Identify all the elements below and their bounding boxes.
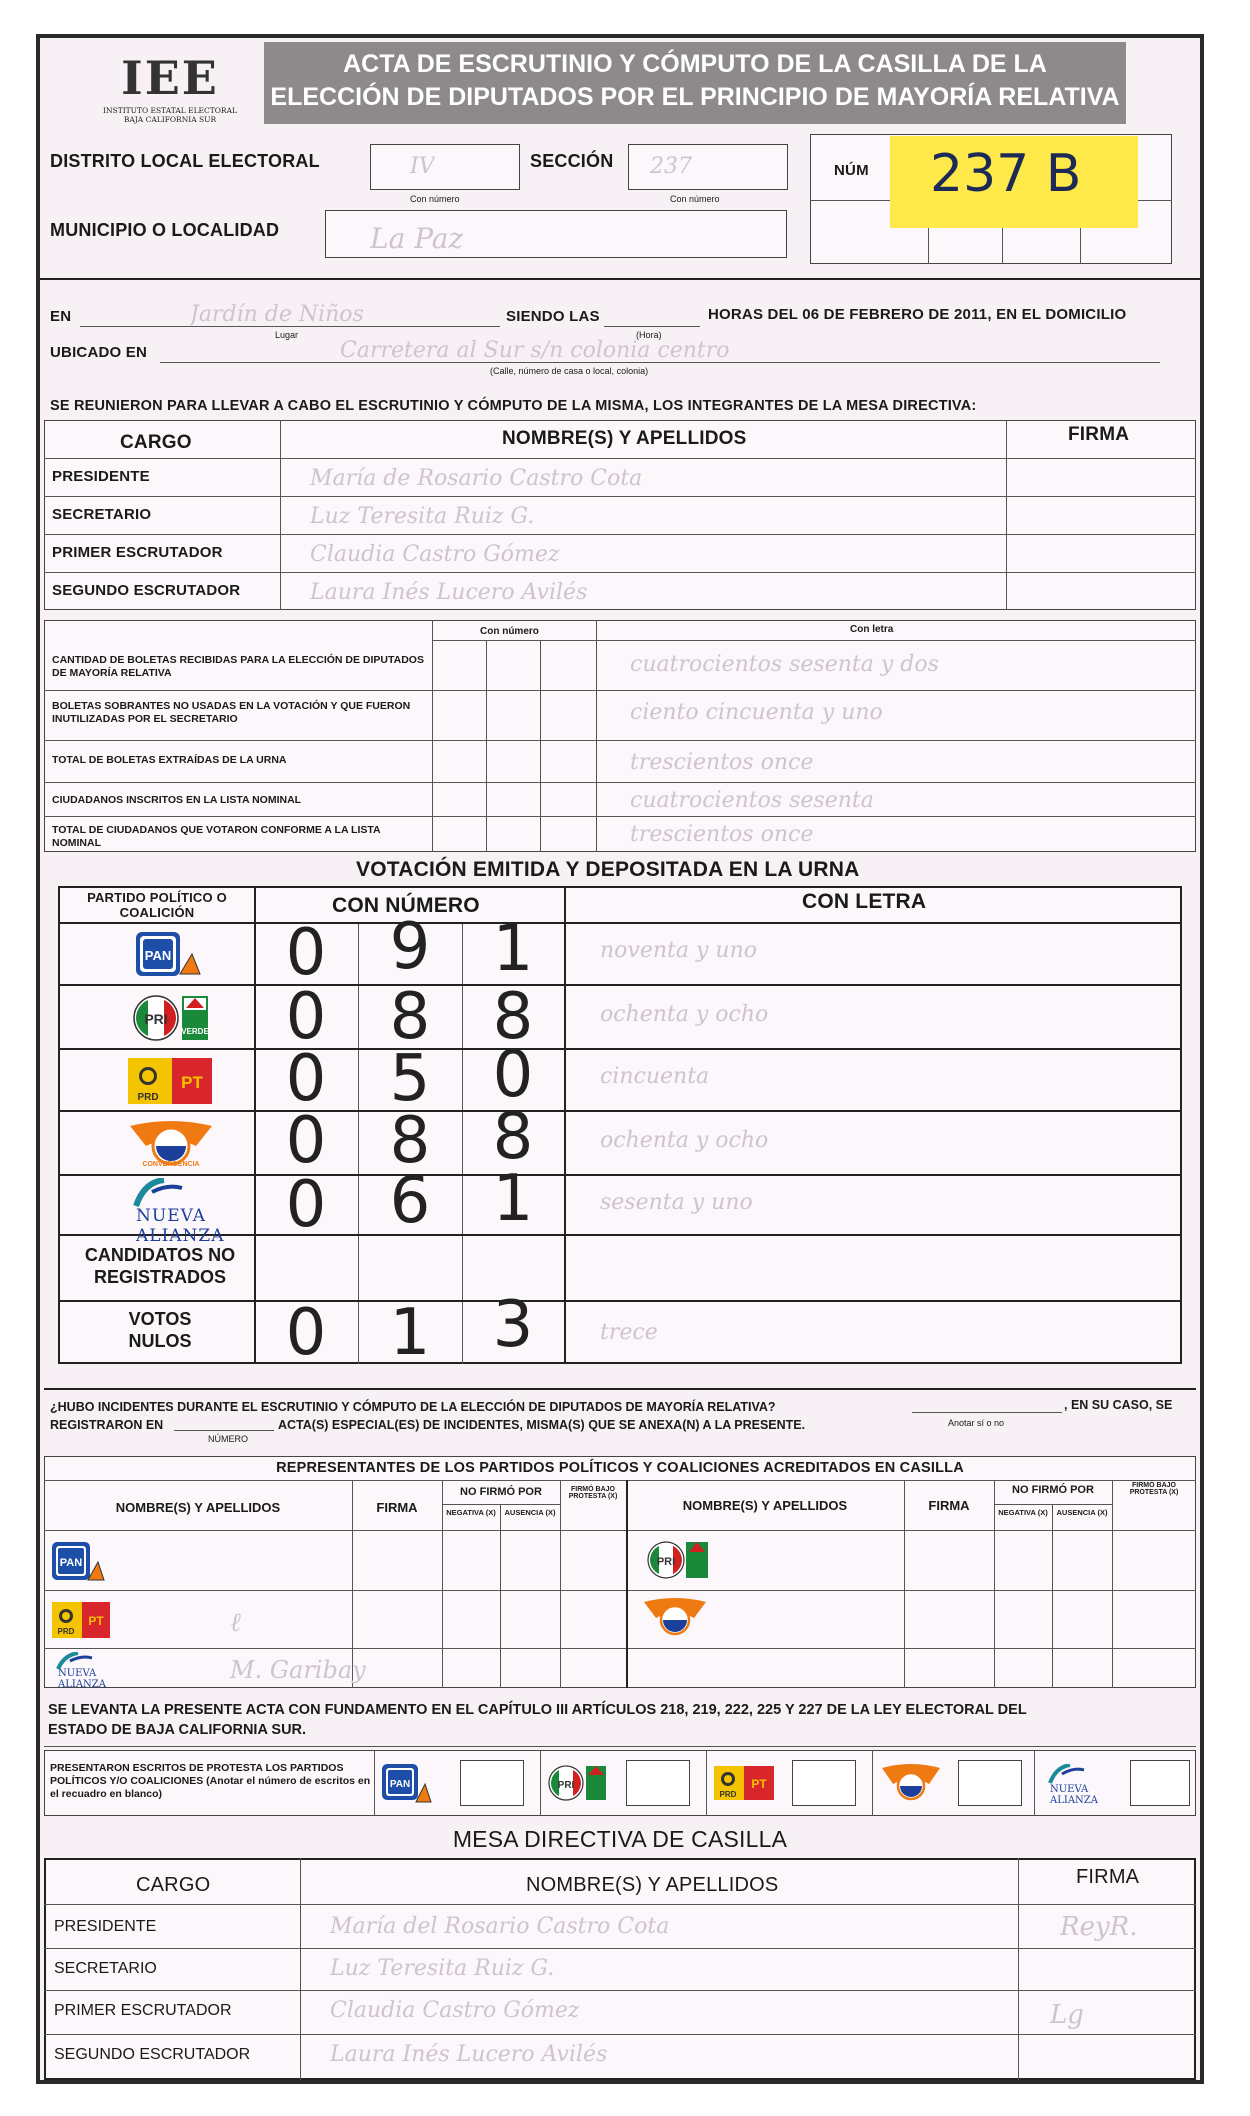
vote-digit-conv-1: 0 (285, 1104, 327, 1178)
mesa-bottom-title: MESA DIRECTIVA DE CASILLA (452, 1826, 788, 1852)
incidentes-line1: ¿HUBO INCIDENTES DURANTE EL ESCRUTINIO Y CÓMPUTO DE LA ELECCIÓN DE DIPUTADOS DE MAYORÍA RELATIVA? (50, 1400, 776, 1414)
protesta-pan-box[interactable] (460, 1760, 524, 1806)
vote-digit-nulos-2: 1 (389, 1296, 431, 1370)
prd-pt-logo (126, 1056, 216, 1106)
votacion-row-line-3 (58, 1110, 1182, 1112)
mesa-bottom-name-faint-3: Claudia Castro Gómez (330, 1998, 580, 2023)
svg-text:PRI: PRI (557, 1780, 575, 1791)
num-label: NÚM (834, 162, 869, 179)
svg-text:PT: PT (181, 1073, 203, 1092)
boletas-row-extraidas: TOTAL DE BOLETAS EXTRAÍDAS DE LA URNA (52, 754, 287, 766)
protesta-prd-box[interactable] (792, 1760, 856, 1806)
mesa-top-row-line-2 (44, 534, 1196, 535)
votacion-col-num (564, 886, 566, 1364)
acta-title-line2: ELECCIÓN DE DIPUTADOS POR EL PRINCIPIO DE MAYORÍA RELATIVA (270, 83, 1120, 111)
votacion-col-letra-header: CON LETRA (802, 890, 927, 913)
mesa-bottom-role-presidente: PRESIDENTE (54, 1918, 157, 1935)
mesa-top-firma-header: FIRMA (1068, 424, 1130, 445)
vote-digit-pri-2: 8 (389, 980, 431, 1054)
boletas-header-line (432, 640, 1196, 641)
rep-col-r3 (1052, 1504, 1053, 1688)
svg-text:PAN: PAN (144, 948, 172, 963)
protesta-na-box[interactable] (1130, 1760, 1190, 1806)
en-label: EN (50, 308, 72, 325)
votacion-row-line-1 (58, 984, 1182, 986)
vote-digit-prd-2: 5 (389, 1042, 431, 1116)
votos-nulos-label: VOTOS NULOS (128, 1309, 192, 1351)
vote-digit-na-2: 6 (389, 1164, 431, 1238)
boletas-row-line-1 (44, 690, 1196, 691)
mesa-bottom-name-faint-2: Luz Teresita Ruiz G. (330, 1956, 555, 1981)
rep-ausencia-header-left: AUSENCIA (X) (504, 1508, 556, 1517)
incidentes-si-no-line[interactable] (912, 1412, 1062, 1413)
protesta-pri-box[interactable] (626, 1760, 690, 1806)
nueva-alianza-logo (116, 1178, 246, 1246)
mesa-bottom-row-line-1 (44, 1948, 1196, 1949)
svg-text:PRD: PRD (137, 1092, 159, 1103)
boletas-row-sobrantes: BOLETAS SOBRANTES NO USADAS EN LA VOTACIÓN Y QUE FUERON INUTILIZADAS POR EL SECRETARIO (52, 700, 411, 725)
rep-convergencia-logo (642, 1594, 708, 1640)
boletas-row-line-4 (44, 816, 1196, 817)
lugar-caption: Lugar (275, 330, 299, 340)
svg-text:PT: PT (88, 1614, 104, 1628)
rep-col-l4 (560, 1480, 561, 1688)
incidentes-anotar: Anotar sí o no (948, 1418, 1005, 1428)
votacion-title: VOTACIÓN EMITIDA Y DEPOSITADA EN LA URNA (356, 858, 860, 881)
mesa-bottom-name-faint-1: María del Rosario Castro Cota (330, 1914, 670, 1939)
mesa-bottom-role-segundo: SEGUNDO ESCRUTADOR (54, 2046, 251, 2063)
svg-text:PRI: PRI (656, 1556, 676, 1568)
divider-location-top (40, 278, 1200, 280)
sticky-note (890, 136, 1138, 228)
rep-pan-logo (50, 1538, 106, 1584)
mesa-top-name-faint-3: Claudia Castro Gómez (310, 542, 560, 567)
rep-nofirmo-line-l (442, 1504, 560, 1505)
distrito-field[interactable] (370, 144, 520, 190)
rep-nueva-alianza-logo (50, 1652, 130, 1690)
rep-firma-header-left: FIRMA (376, 1500, 418, 1515)
representantes-header-line (44, 1530, 1196, 1531)
rep-prd-pt-logo (50, 1600, 112, 1640)
protesta-na-text: NUEVA ALIANZA (1050, 1784, 1098, 1806)
fundamento-line1: SE LEVANTA LA PRESENTE ACTA CON FUNDAMENTO EN EL CAPÍTULO III ARTÍCULOS 218, 219, 222, 225 Y 227 DE LA LEY ELECTORAL DEL (48, 1702, 1027, 1718)
seccion-label: SECCIÓN (530, 151, 614, 171)
incidentes-line2a: REGISTRARON EN (50, 1418, 164, 1432)
representantes-title-line (44, 1480, 1196, 1481)
svg-text:PT: PT (751, 1777, 767, 1791)
hora-line[interactable] (604, 326, 700, 327)
vote-digit-prd-1: 0 (285, 1042, 327, 1116)
acta-title-line1: ACTA DE ESCRUTINIO Y CÓMPUTO DE LA CASILLA DE LA (343, 50, 1047, 78)
mesa-bottom-name-faint-4: Laura Inés Lucero Avilés (330, 2042, 608, 2067)
rep-protesta-header-right: FIRMÓ BAJO PROTESTA (X) (1129, 1482, 1179, 1496)
candidatos-no-registrados-label: CANDIDATOS NO REGISTRADOS (84, 1245, 236, 1287)
rep-nueva-alianza-text: NUEVA ALIANZA (58, 1668, 106, 1690)
mesa-bottom-role-secretario: SECRETARIO (54, 1960, 157, 1977)
mesa-top-nombres-header: NOMBRE(S) Y APELLIDOS (502, 428, 747, 449)
rep-negativa-header-right: NEGATIVA (X) (998, 1508, 1048, 1517)
mesa-top-name-faint-1: María de Rosario Castro Cota (310, 466, 643, 491)
rep-signature-faint-2: M. Garibay (230, 1656, 366, 1684)
mesa-bottom-role-primer: PRIMER ESCRUTADOR (54, 2002, 232, 2019)
protesta-text: PRESENTARON ESCRITOS DE PROTESTA LOS PARTIDOS POLÍTICOS Y/O COALICIONES (Anotar el número de escritos en el recuadro en blanco) (50, 1762, 371, 1800)
svg-text:PRD: PRD (57, 1627, 75, 1636)
convergencia-logo (126, 1116, 216, 1170)
votacion-row-line-2 (58, 1048, 1182, 1050)
pan-logo (132, 930, 202, 978)
mesa-bottom-row-line-2 (44, 1990, 1196, 1991)
rep-col-r4 (1112, 1480, 1113, 1688)
protesta-pan-logo (380, 1758, 432, 1806)
boletas-col-d2 (540, 640, 541, 852)
boletas-row-line-2 (44, 740, 1196, 741)
votacion-col-num-header: CON NÚMERO (332, 894, 480, 917)
pri-pvem-logo (132, 992, 212, 1044)
institute-name-line1: INSTITUTO ESTATAL ELECTORAL (103, 106, 237, 115)
mesa-top-role-segundo: SEGUNDO ESCRUTADOR (52, 582, 241, 599)
fundamento-bottom-line (44, 1746, 1196, 1747)
incidentes-line1-end: , EN SU CASO, SE (1064, 1398, 1173, 1412)
mesa-bottom-col1 (300, 1858, 301, 2080)
vote-digit-conv-2: 8 (389, 1104, 431, 1178)
iee-logo-text: IEE (121, 51, 219, 105)
rep-negativa-header-left: NEGATIVA (X) (446, 1508, 496, 1517)
boletas-con-numero: Con número (480, 626, 539, 637)
svg-text:CONVERGENCIA: CONVERGENCIA (142, 1161, 200, 1168)
boletas-row-line-3 (44, 782, 1196, 783)
vote-letra-faint-2: ochenta y ocho (600, 1002, 769, 1027)
svg-text:VERDE: VERDE (181, 1027, 209, 1036)
vote-digit-nulos-1: 0 (285, 1296, 327, 1370)
incidentes-numero: NÚMERO (208, 1434, 248, 1444)
incidentes-line2b: ACTA(S) ESPECIAL(ES) DE INCIDENTES, MISMA(S) QUE SE ANEXA(N) A LA PRESENTE. (278, 1418, 806, 1432)
rep-nombres-header-right: NOMBRE(S) Y APELLIDOS (682, 1498, 848, 1513)
vote-digit-conv-3: 8 (492, 1100, 534, 1174)
mesa-bottom-row-line-3 (44, 2034, 1196, 2035)
fundamento-line2: ESTADO DE BAJA CALIFORNIA SUR. (48, 1722, 307, 1738)
mesa-top-col2 (1006, 420, 1007, 610)
rep-nombres-header-left: NOMBRE(S) Y APELLIDOS (115, 1500, 281, 1515)
protesta-pri-logo (546, 1762, 608, 1804)
distrito-value-faint: IV (410, 154, 435, 179)
mesa-top-role-secretario: SECRETARIO (52, 506, 152, 523)
protesta-col-1 (540, 1750, 541, 1816)
mesa-bottom-signature-faint-1: ReyR. (1060, 1912, 1138, 1942)
horas-text: HORAS DEL 06 DE FEBRERO DE 2011, EN EL DOMICILIO (708, 306, 1127, 323)
mesa-bottom-signature-faint-3: Lg (1050, 2000, 1084, 2030)
protesta-col-3 (872, 1750, 873, 1816)
mesa-top-header-line (44, 458, 1196, 459)
boletas-letra-faint-2: ciento cincuenta y uno (630, 700, 883, 725)
vote-digit-pan-2: 9 (389, 910, 431, 984)
svg-text:PAN: PAN (59, 1557, 83, 1569)
svg-text:PAN: PAN (389, 1779, 411, 1790)
boletas-letra-faint-3: trescientos once (630, 750, 814, 775)
vote-digit-na-3: 1 (492, 1162, 534, 1236)
protesta-col-0 (374, 1750, 375, 1816)
mesa-top-name-faint-4: Laura Inés Lucero Avilés (310, 580, 588, 605)
representantes-title: REPRESENTANTES DE LOS PARTIDOS POLÍTICOS Y COALICIONES ACREDITADOS EN CASILLA (276, 1460, 964, 1476)
boletas-col1 (432, 620, 433, 852)
rep-col-l3 (500, 1504, 501, 1688)
rep-pri-pvem-logo (646, 1538, 710, 1582)
vote-digit-nulos-3: 3 (492, 1288, 534, 1362)
seccion-value-faint: 237 (650, 154, 692, 179)
boletas-row-votaron: TOTAL DE CIUDADANOS QUE VOTARON CONFORME A LA LISTA NOMINAL (52, 824, 381, 849)
lugar-value-faint: Jardín de Niños (190, 302, 364, 327)
rep-firma-header-right: FIRMA (928, 1498, 970, 1513)
rep-nofirmo-header-left: NO FIRMÓ POR (460, 1486, 542, 1498)
mesa-bottom-header-line (44, 1904, 1196, 1905)
svg-text:PRI: PRI (144, 1011, 168, 1027)
vote-digit-pan-1: 0 (285, 916, 327, 990)
protesta-col-2 (706, 1750, 707, 1816)
mesa-bottom-cargo-header: CARGO (136, 1874, 211, 1896)
sticky-note-text: 237 B (930, 144, 1082, 204)
mesa-bottom-col2 (1018, 1858, 1019, 2080)
acta-title-band (264, 42, 1126, 124)
municipio-label: MUNICIPIO O LOCALIDAD (50, 220, 280, 240)
vote-digit-pri-3: 8 (492, 980, 534, 1054)
distrito-label: DISTRITO LOCAL ELECTORAL (50, 151, 320, 171)
hora-caption: (Hora) (636, 330, 662, 340)
siendo-label: SIENDO LAS (506, 308, 600, 325)
ubicado-label: UBICADO EN (50, 344, 148, 361)
municipio-value-faint: La Paz (370, 222, 464, 255)
distrito-con-numero: Con número (410, 194, 460, 204)
vote-digit-pan-3: 1 (492, 912, 534, 986)
mesa-top-name-faint-2: Luz Teresita Ruiz G. (310, 504, 535, 529)
mesa-top-row-line-1 (44, 496, 1196, 497)
calle-caption: (Calle, número de casa o local, colonia) (490, 366, 649, 376)
protesta-conv-box[interactable] (958, 1760, 1022, 1806)
protesta-conv-logo (880, 1760, 942, 1806)
mesa-bottom-nombres-header: NOMBRE(S) Y APELLIDOS (526, 1874, 779, 1896)
rep-ausencia-header-right: AUSENCIA (X) (1056, 1508, 1108, 1517)
vote-letra-faint-5: sesenta y uno (600, 1190, 753, 1215)
rep-nofirmo-line-r (994, 1504, 1112, 1505)
vote-letra-faint-1: noventa y uno (600, 938, 757, 963)
mesa-top-cargo-header: CARGO (120, 432, 192, 453)
protesta-prd-logo (712, 1764, 776, 1802)
institute-name-line2: BAJA CALIFORNIA SUR (123, 115, 217, 124)
vote-letra-faint-4: ochenta y ocho (600, 1128, 769, 1153)
acta-sheet (36, 34, 1204, 2084)
boletas-letra-faint-4: cuatrocientos sesenta (630, 788, 874, 813)
incidentes-numero-line[interactable] (174, 1430, 274, 1431)
votacion-header-line (58, 922, 1182, 924)
mesa-top-role-presidente: PRESIDENTE (52, 468, 150, 485)
ubicado-value-faint: Carretera al Sur s/n colonia centro (340, 338, 730, 363)
seccion-con-numero: Con número (670, 194, 720, 204)
rep-protesta-header-left: FIRMÓ BAJO PROTESTA (X) (568, 1486, 618, 1500)
boletas-letra-faint-5: trescientos once (630, 822, 814, 847)
incidentes-top-line (44, 1388, 1196, 1390)
mesa-top-row-line-3 (44, 572, 1196, 573)
votacion-col-party-header: PARTIDO POLÍTICO O COALICIÓN (87, 890, 227, 920)
reunieron-text: SE REUNIERON PARA LLEVAR A CABO EL ESCRUTINIO Y CÓMPUTO DE LA MISMA, LOS INTEGRANTES DE LA MESA DIRECTIVA: (50, 398, 977, 414)
vote-digit-pri-1: 0 (285, 980, 327, 1054)
protesta-col-4 (1034, 1750, 1035, 1816)
rep-signature-faint-1: ℓ (230, 1608, 241, 1638)
mesa-top-role-primer: PRIMER ESCRUTADOR (52, 544, 223, 561)
nueva-alianza-text: NUEVA ALIANZA (136, 1206, 225, 1246)
boletas-col-d1 (486, 640, 487, 852)
votacion-row-line-6 (58, 1300, 1182, 1302)
rep-nofirmo-header-right: NO FIRMÓ POR (1012, 1484, 1094, 1496)
boletas-letra-faint-1: cuatrocientos sesenta y dos (630, 652, 939, 677)
svg-text:PRD: PRD (719, 1790, 737, 1799)
mesa-top-col1 (280, 420, 281, 610)
mesa-bottom-firma-header: FIRMA (1076, 1866, 1140, 1888)
boletas-con-letra: Con letra (850, 624, 894, 635)
representantes-row-line-2 (44, 1648, 1196, 1649)
votacion-row-line-4 (58, 1174, 1182, 1176)
vote-letra-faint-3: cincuenta (600, 1064, 710, 1089)
vote-digit-prd-3: 0 (492, 1038, 534, 1112)
boletas-col2 (596, 620, 597, 852)
boletas-row-inscritos: CIUDADANOS INSCRITOS EN LA LISTA NOMINAL (52, 794, 302, 806)
vote-digit-na-1: 0 (285, 1168, 327, 1242)
representantes-row-line-1 (44, 1590, 1196, 1591)
boletas-row-recibidas: CANTIDAD DE BOLETAS RECIBIDAS PARA LA ELECCIÓN DE DIPUTADOS DE MAYORÍA RELATIVA (52, 654, 424, 679)
iee-logo (90, 50, 250, 124)
protesta-na-logo (1042, 1764, 1122, 1806)
vote-letra-faint-7: trece (600, 1320, 658, 1345)
